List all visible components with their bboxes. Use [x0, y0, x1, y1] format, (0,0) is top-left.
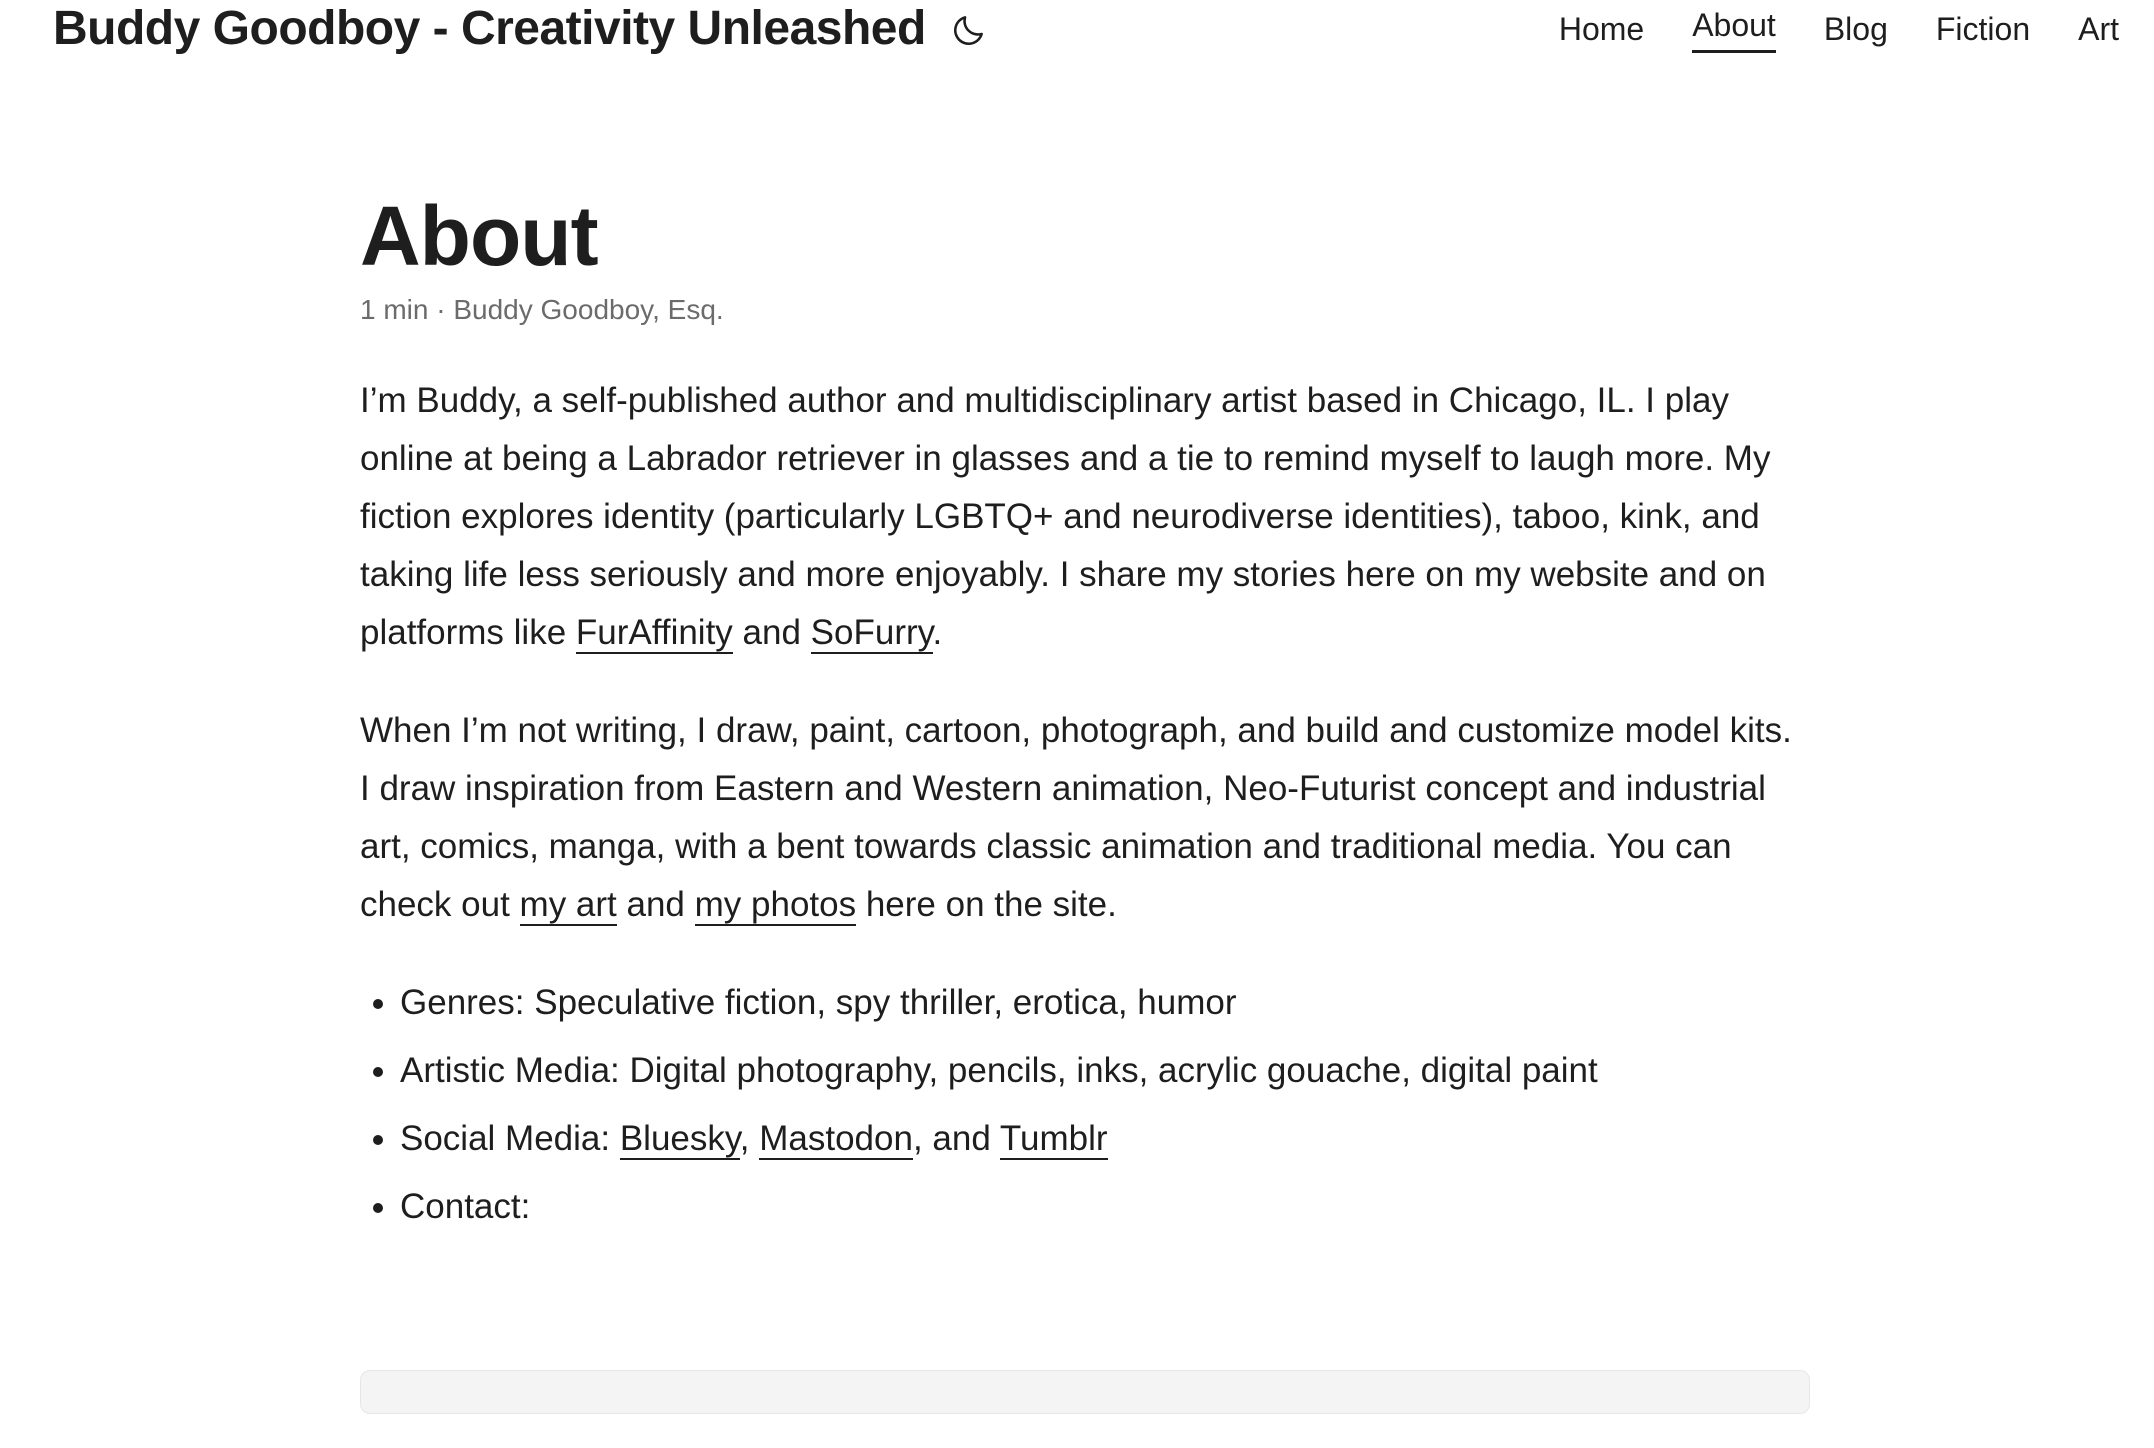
- bluesky-link[interactable]: Bluesky: [619, 1119, 740, 1158]
- post-meta: 1 min · Buddy Goodboy, Esq.: [360, 294, 724, 325]
- social-sep-1: ,: [739, 1119, 760, 1158]
- main-nav: [1559, 0, 2119, 58]
- mastodon-link[interactable]: Mastodon: [759, 1119, 913, 1158]
- nav-art[interactable]: Art: [2078, 11, 2119, 47]
- tumblr-link[interactable]: Tumblr: [999, 1119, 1108, 1158]
- list-item-media: • Artistic Media: Digital photography, pencils, inks, acrylic gouache, digital paint: [400, 1042, 1808, 1100]
- intro-text-3: .: [932, 613, 943, 652]
- info-list: [360, 974, 1808, 1236]
- my-photos-link[interactable]: my photos: [694, 885, 857, 924]
- art-paragraph: [360, 702, 1808, 934]
- social-sep-2: , and: [912, 1119, 1000, 1158]
- intro-text-2: and: [732, 613, 811, 652]
- post-main: [360, 186, 1808, 1246]
- share-box: [360, 1370, 1810, 1414]
- nav-about[interactable]: About: [1692, 0, 1776, 53]
- list-item-genres: • Genres: Speculative fiction, spy thriller, erotica, humor: [400, 974, 1808, 1032]
- furaffinity-link[interactable]: FurAffinity: [575, 613, 733, 652]
- intro-text-1: I’m Buddy, a self-published author and multidisciplinary artist based in Chicago, IL. I play online at being a Labrador retriever in glasses and a tie to remind myself to laugh more. My fiction explores identity (particularly LGBTQ+ and neurodiverse identities), taboo, kink, and taking life less seriously and more enjoyably. I share my stories here on my website and on platforms like: [360, 381, 1771, 652]
- list-item-contact: • Contact:: [400, 1178, 1808, 1236]
- social-prefix: Social Media:: [400, 1119, 620, 1158]
- art-text-1: When I’m not writing, I draw, paint, cartoon, photograph, and build and customize model kits. I draw inspiration from Eastern and Western animation, Neo-Futurist concept and industrial art, comics, manga, with a bent towards classic animation and traditional media. You can check out: [360, 711, 1792, 924]
- page-title: About: [360, 189, 598, 283]
- sofurry-link[interactable]: SoFurry: [810, 613, 933, 652]
- list-item-social: [400, 1110, 1808, 1168]
- site-title[interactable]: Buddy Goodboy - Creativity Unleashed: [53, 2, 926, 55]
- nav-home[interactable]: Home: [1558, 11, 1645, 47]
- my-art-link[interactable]: my art: [519, 885, 617, 924]
- post-content: [360, 372, 1808, 1236]
- moon-icon[interactable]: [950, 11, 988, 49]
- art-text-3: here on the site.: [856, 885, 1117, 924]
- nav-blog[interactable]: Blog: [1823, 11, 1888, 47]
- art-text-2: and: [616, 885, 695, 924]
- nav-fiction[interactable]: Fiction: [1935, 11, 2031, 47]
- intro-paragraph: [360, 372, 1808, 662]
- site-header: [0, 0, 2154, 62]
